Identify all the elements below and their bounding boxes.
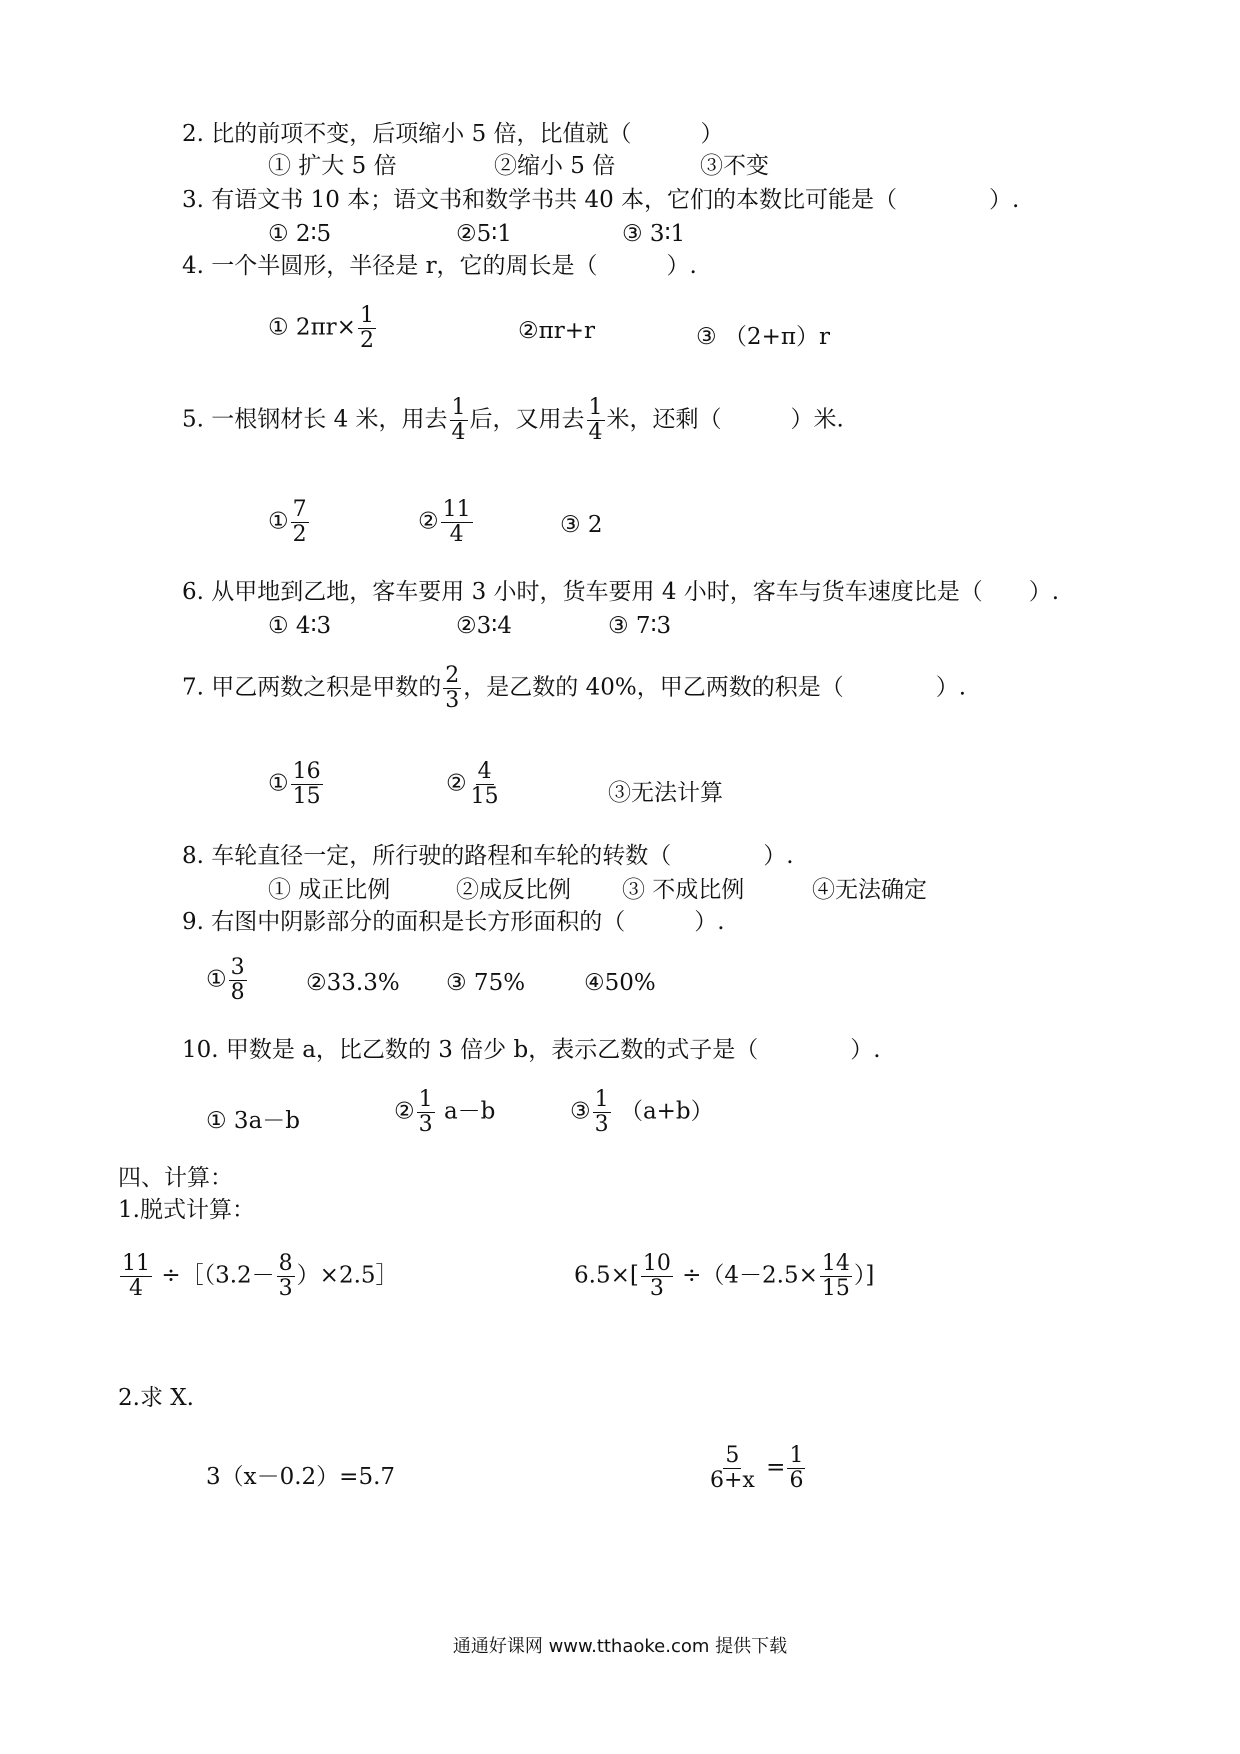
q2-option-2: ②缩小 5 倍 [494,153,616,179]
q7-option-1-fraction [291,760,323,809]
fraction-numerator: 10 [642,1251,671,1276]
fraction-denominator: 4 [588,420,603,445]
q5-part-2: 后，又用去 [469,406,585,433]
fraction-numerator: 11 [122,1251,150,1276]
q4-option-1 [268,304,378,353]
question-4-stem: 4. 一个半圆形，半径是 r，它的周长是（ ）. [182,253,697,279]
fraction-numerator: 14 [821,1251,850,1276]
q7-option-1 [268,760,325,809]
fraction-denominator: 15 [821,1276,850,1301]
fraction-numerator: 4 [477,759,492,784]
q4-option-3: ③ （2+π）r [696,324,830,350]
fraction-numerator: 8 [278,1251,293,1276]
q3-option-3: ③ 3∶1 [622,221,686,247]
calc-2-fraction-2 [820,1252,852,1301]
question-9-stem: 9. 右图中阴影部分的面积是长方形面积的（ ）. [182,909,725,935]
fraction-denominator: 2 [292,522,307,547]
fraction-denominator: 8 [230,980,245,1005]
q6-option-1: ① 4∶3 [268,613,332,639]
q8-option-1: ① 成正比例 [268,877,391,903]
q3-option-1: ① 2∶5 [268,221,332,247]
q9-option-1-fraction [229,956,247,1005]
q5-option-2-prefix: ② [418,508,439,535]
page-footer: 通通好课网 www.tthaoke.com 提供下载 [452,1636,788,1657]
fraction-numerator: 3 [230,955,245,980]
q5-option-2-fraction [441,498,473,547]
q7-option-3: ③无法计算 [608,780,723,806]
q7-part-1: 7. 甲乙两数之积是甲数的 [182,674,442,701]
question-7-stem [182,664,966,713]
fraction-numerator: 11 [442,497,471,522]
eq-2-equals: = [766,1454,786,1481]
fraction-denominator: 2 [359,328,374,353]
q9-option-4: ④50% [584,970,656,996]
calc-2-fraction-1 [641,1252,673,1301]
fraction-denominator: 3 [594,1112,609,1137]
q10-option-2-suffix: a－b [443,1098,496,1125]
q6-option-2: ②3∶4 [456,613,512,639]
q9-option-1-prefix: ① [206,966,227,993]
section-4-title: 四、计算： [118,1165,233,1191]
fraction-denominator: 4 [129,1276,143,1301]
calculation-1 [118,1252,399,1301]
calc-1-end: ）×2.5］ [296,1262,399,1289]
q8-option-2: ②成反比例 [456,877,571,903]
fraction-denominator: 3 [649,1276,664,1301]
q5-option-2 [418,498,475,547]
q5-part-3: 米，还剩（ ）米. [606,406,844,433]
fraction-denominator: 4 [451,420,466,445]
question-8-stem: 8. 车轮直径一定，所行驶的路程和车轮的转数（ ）. [182,843,794,869]
q9-option-3: ③ 75% [446,970,526,996]
fraction-numerator: 1 [418,1087,433,1112]
calc-1-fraction-2 [277,1252,295,1301]
calc-2-mid: ÷（4－2.5× [682,1262,818,1289]
q7-fraction [443,664,461,713]
q7-option-1-prefix: ① [268,770,289,797]
q5-fraction-2 [587,396,605,445]
q10-option-2 [394,1088,495,1137]
q10-option-3 [570,1088,714,1137]
fraction-numerator: 1 [451,395,466,420]
q7-part-2: ，是乙数的 40%，甲乙两数的积是（ ）. [463,674,967,701]
q7-option-2 [446,760,503,809]
fraction-denominator: 6 [789,1468,804,1493]
q4-option-1-prefix: ① 2πr× [268,314,356,341]
calc-2-start: 6.5×[ [574,1262,639,1289]
eq-2-fraction-2 [787,1444,805,1493]
q10-option-3-fraction [593,1088,611,1137]
question-3-stem: 3. 有语文书 10 本；语文书和数学书共 40 本，它们的本数比可能是（ ）. [182,187,1020,213]
q5-option-1-prefix: ① [268,508,289,535]
q2-option-1: ① 扩大 5 倍 [268,153,397,179]
question-2-stem: 2. 比的前项不变，后项缩小 5 倍，比值就（ ） [182,121,724,147]
fraction-denominator: 3 [418,1112,433,1137]
q5-option-3: ③ 2 [560,512,603,538]
eq-2-fraction-1 [708,1444,757,1493]
q6-option-3: ③ 7∶3 [608,613,672,639]
fraction-numerator: 1 [359,303,374,328]
calc-2-end: ）] [853,1262,875,1289]
q9-option-1 [206,956,249,1005]
fraction-numerator: 2 [445,663,460,688]
equation-2 [706,1444,807,1493]
calculation-2 [574,1252,874,1301]
section-4-sub-2: 2.求 X. [118,1385,194,1411]
q5-part-1: 5. 一根钢材长 4 米，用去 [182,406,448,433]
fraction-denominator: 15 [292,784,321,809]
equation-1: 3（x－0.2）=5.7 [206,1464,396,1490]
fraction-numerator: 1 [594,1087,609,1112]
q5-option-1 [268,498,311,547]
fraction-numerator: 1 [588,395,603,420]
q8-option-4: ④无法确定 [812,877,927,903]
section-4-sub-1: 1.脱式计算： [118,1197,255,1223]
q10-option-3-prefix: ③ [570,1098,591,1125]
q7-option-2-fraction [469,760,501,809]
q10-option-3-suffix: （a+b） [619,1098,714,1125]
fraction-numerator: 1 [789,1443,804,1468]
fraction-numerator: 16 [292,759,321,784]
question-6-stem: 6. 从甲地到乙地，客车要用 3 小时，货车要用 4 小时，客车与货车速度比是（ ）. [182,579,1060,605]
fraction-numerator: 7 [292,497,307,522]
q9-option-2: ②33.3% [306,970,400,996]
fraction-numerator: 5 [725,1443,740,1468]
q7-option-2-prefix: ② [446,770,467,797]
q4-option-1-fraction [358,304,376,353]
q5-fraction-1 [450,396,468,445]
calc-1-mid: ÷［（3.2－ [161,1262,275,1289]
fraction-denominator: 3 [445,688,460,713]
q5-option-1-fraction [291,498,309,547]
fraction-denominator: 3 [278,1276,293,1301]
fraction-denominator: 15 [470,784,499,809]
q3-option-2: ②5∶1 [456,221,512,247]
q4-option-2: ②πr+r [518,318,595,344]
q8-option-3: ③ 不成比例 [622,877,745,903]
calc-1-fraction-1 [120,1252,152,1301]
q10-option-2-prefix: ② [394,1098,415,1125]
fraction-denominator: 4 [449,522,464,547]
question-5-stem [182,396,844,445]
q10-option-2-fraction [417,1088,435,1137]
question-10-stem: 10. 甲数是 a，比乙数的 3 倍少 b，表示乙数的式子是（ ）. [182,1037,881,1063]
q10-option-1: ① 3a－b [206,1108,300,1134]
q2-option-3: ③不变 [700,153,769,179]
fraction-denominator: 6+x [710,1468,755,1493]
